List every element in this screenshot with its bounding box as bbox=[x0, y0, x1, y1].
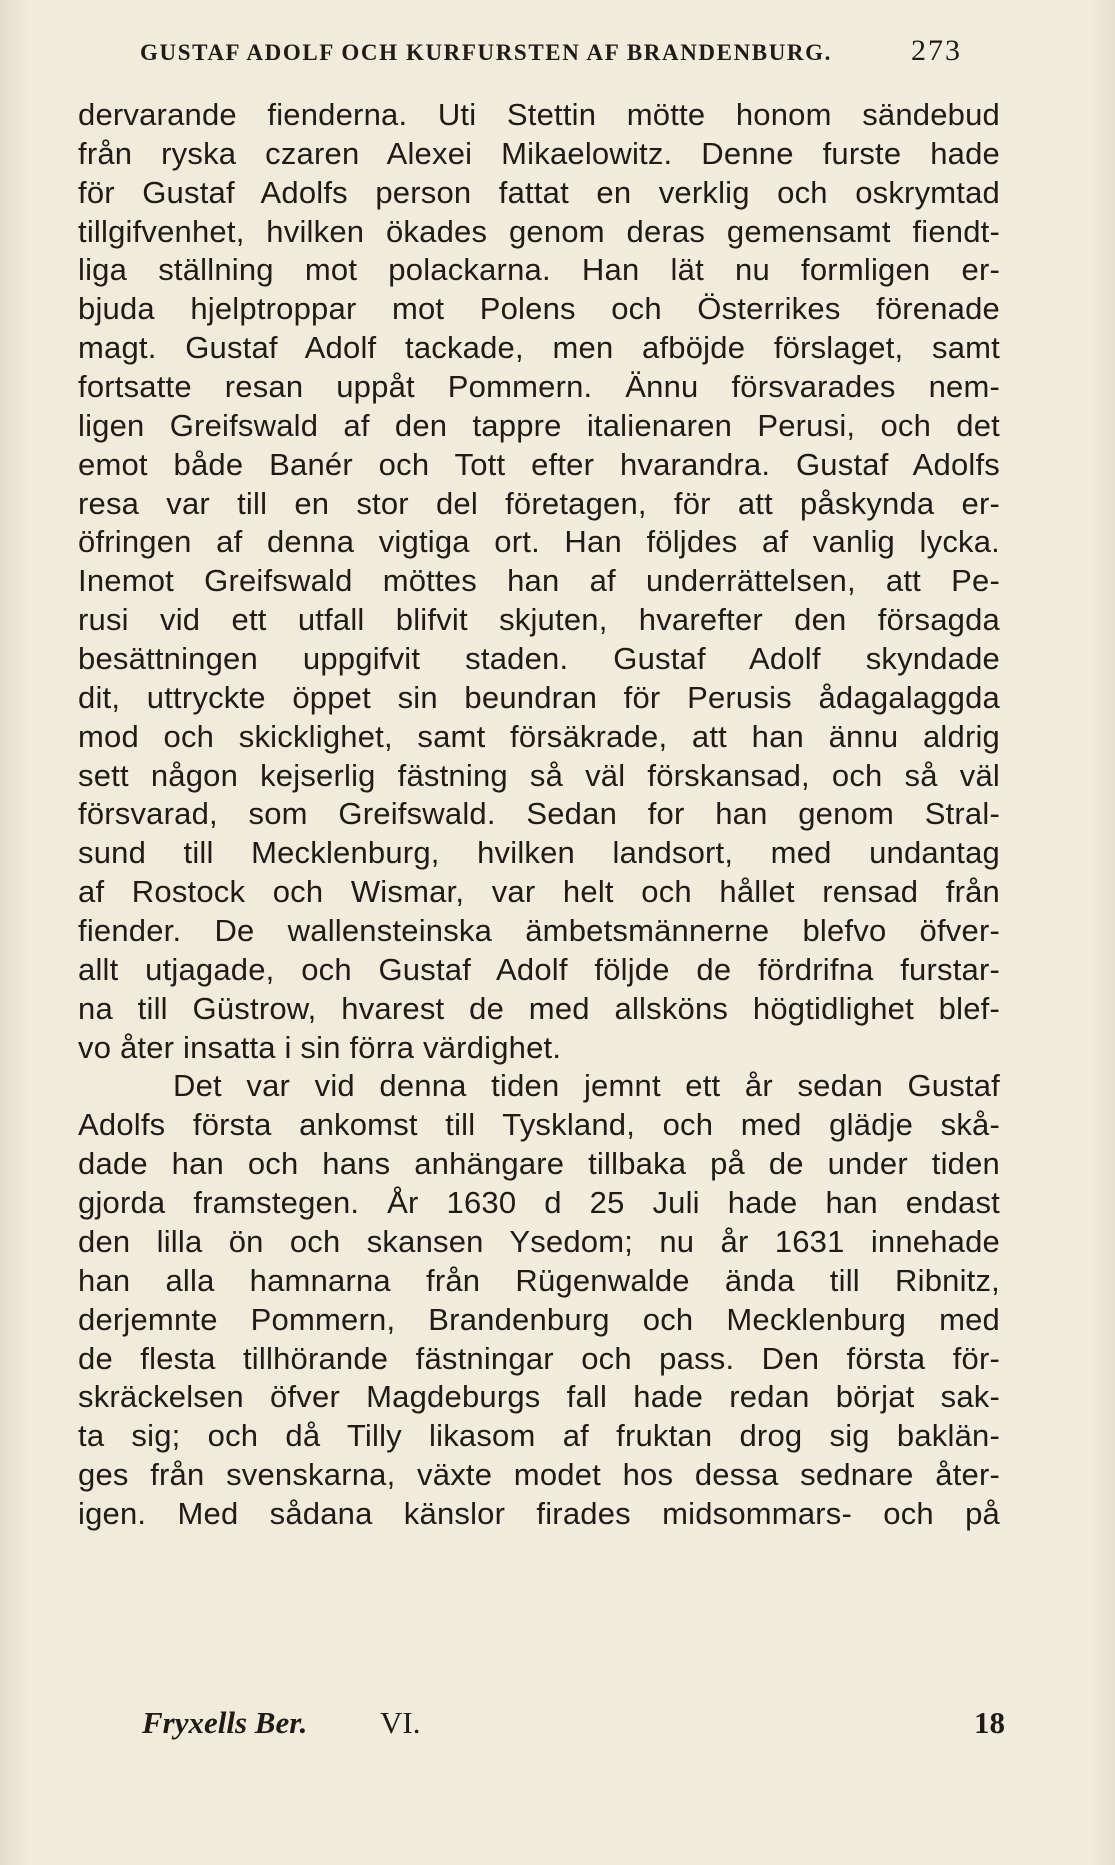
text-line: sett någon kejserlig fästning så väl förskansad, och så väl bbox=[78, 757, 1000, 793]
text-line: från ryska czaren Alexei Mikaelowitz. Denne furste hade bbox=[78, 135, 1000, 171]
text-line: mod och skicklighet, samt försäkrade, att han ännu aldrig bbox=[78, 718, 1000, 754]
body-text bbox=[78, 96, 1000, 1534]
text-line: dervarande fienderna. Uti Stettin mötte honom sändebud bbox=[78, 97, 1000, 132]
text-line: dit, uttryckte öppet sin beundran för Perusis ådagalaggda bbox=[78, 679, 1000, 715]
text-line: ges från svenskarna, växte modet hos dessa sednare åter- bbox=[78, 1457, 1000, 1493]
text-line: besättningen uppgifvit staden. Gustaf Adolf skyndade bbox=[78, 641, 1000, 677]
text-line: liga ställning mot polackarna. Han lät nu formligen er- bbox=[78, 252, 1000, 288]
text-line: för Gustaf Adolfs person fattat en verklig och oskrymtad bbox=[78, 174, 1000, 210]
text-line: sund till Mecklenburg, hvilken landsort, med undantag bbox=[78, 835, 1000, 871]
text-line: bjuda hjelptroppar mot Polens och Österrikes förenade bbox=[78, 291, 1000, 327]
text-line: gjorda framstegen. År 1630 d 25 Juli hade han endast bbox=[78, 1185, 1000, 1221]
text-line: han alla hamnarna från Rügenwalde ända till Ribnitz, bbox=[78, 1262, 1000, 1298]
text-line: magt. Gustaf Adolf tackade, men afböjde förslaget, samt bbox=[78, 330, 1000, 366]
text-line: tillgifvenhet, hvilken ökades genom deras gemensamt fiendt- bbox=[78, 213, 1000, 249]
text-line: resa var till en stor del företagen, för att påskynda er- bbox=[78, 485, 1000, 521]
text-line: skräckelsen öfver Magdeburgs fall hade redan börjat sak- bbox=[78, 1379, 1000, 1415]
text-line: na till Güstrow, hvarest de med allsköns högtidlighet blef- bbox=[78, 990, 1000, 1026]
signature-mark: Fryxells Ber. bbox=[142, 1705, 308, 1740]
text-line: de flesta tillhörande fästningar och pass. Den första för- bbox=[78, 1340, 1000, 1376]
text-line: Adolfs första ankomst till Tyskland, och med glädje skå- bbox=[78, 1107, 1000, 1143]
text-line: derjemnte Pommern, Brandenburg och Mecklenburg med bbox=[78, 1301, 1000, 1337]
text-line: vo åter insatta i sin förra värdighet. bbox=[78, 1029, 562, 1065]
page-header bbox=[140, 34, 1010, 70]
text-line: Inemot Greifswald möttes han af underrättelsen, att Pe- bbox=[78, 563, 1000, 599]
text-line: försvarad, som Greifswald. Sedan for han genom Stral- bbox=[78, 796, 1000, 832]
text-line: rusi vid ett utfall blifvit skjuten, hvarefter den försagda bbox=[78, 602, 1000, 638]
text-line: den lilla ön och skansen Ysedom; nu år 1631 innehade bbox=[78, 1223, 1000, 1259]
volume-number: VI. bbox=[380, 1705, 421, 1740]
text-line: fortsatte resan uppåt Pommern. Ännu försvarades nem- bbox=[78, 369, 1000, 405]
text-line: fiender. De wallensteinska ämbetsmännerne blefvo öfver- bbox=[78, 913, 1000, 949]
text-line: öfringen af denna vigtiga ort. Han följdes af vanlig lycka. bbox=[78, 524, 1000, 560]
text-line: ta sig; och då Tilly likasom af fruktan drog sig baklän- bbox=[78, 1418, 1000, 1454]
sheet-number: 18 bbox=[974, 1705, 1005, 1740]
text-line: dade han och hans anhängare tillbaka på de under tiden bbox=[78, 1146, 1000, 1182]
text-line: ligen Greifswald af den tappre italienaren Perusi, och det bbox=[78, 407, 1000, 443]
text-line: allt utjagade, och Gustaf Adolf följde de fördrifna furstar- bbox=[78, 951, 1000, 987]
text-line: igen. Med sådana känslor firades midsommars- och på bbox=[78, 1495, 1000, 1531]
page-number: 273 bbox=[911, 34, 962, 67]
page-footer bbox=[80, 1705, 1005, 1749]
running-title: GUSTAF ADOLF OCH KURFURSTEN AF BRANDENBURG. bbox=[140, 40, 832, 65]
text-line: af Rostock och Wismar, var helt och hållet rensad från bbox=[78, 874, 1000, 910]
text-line: emot både Banér och Tott efter hvarandra. Gustaf Adolfs bbox=[78, 446, 1000, 482]
text-line: Det var vid denna tiden jemnt ett år sedan Gustaf bbox=[173, 1068, 1000, 1104]
